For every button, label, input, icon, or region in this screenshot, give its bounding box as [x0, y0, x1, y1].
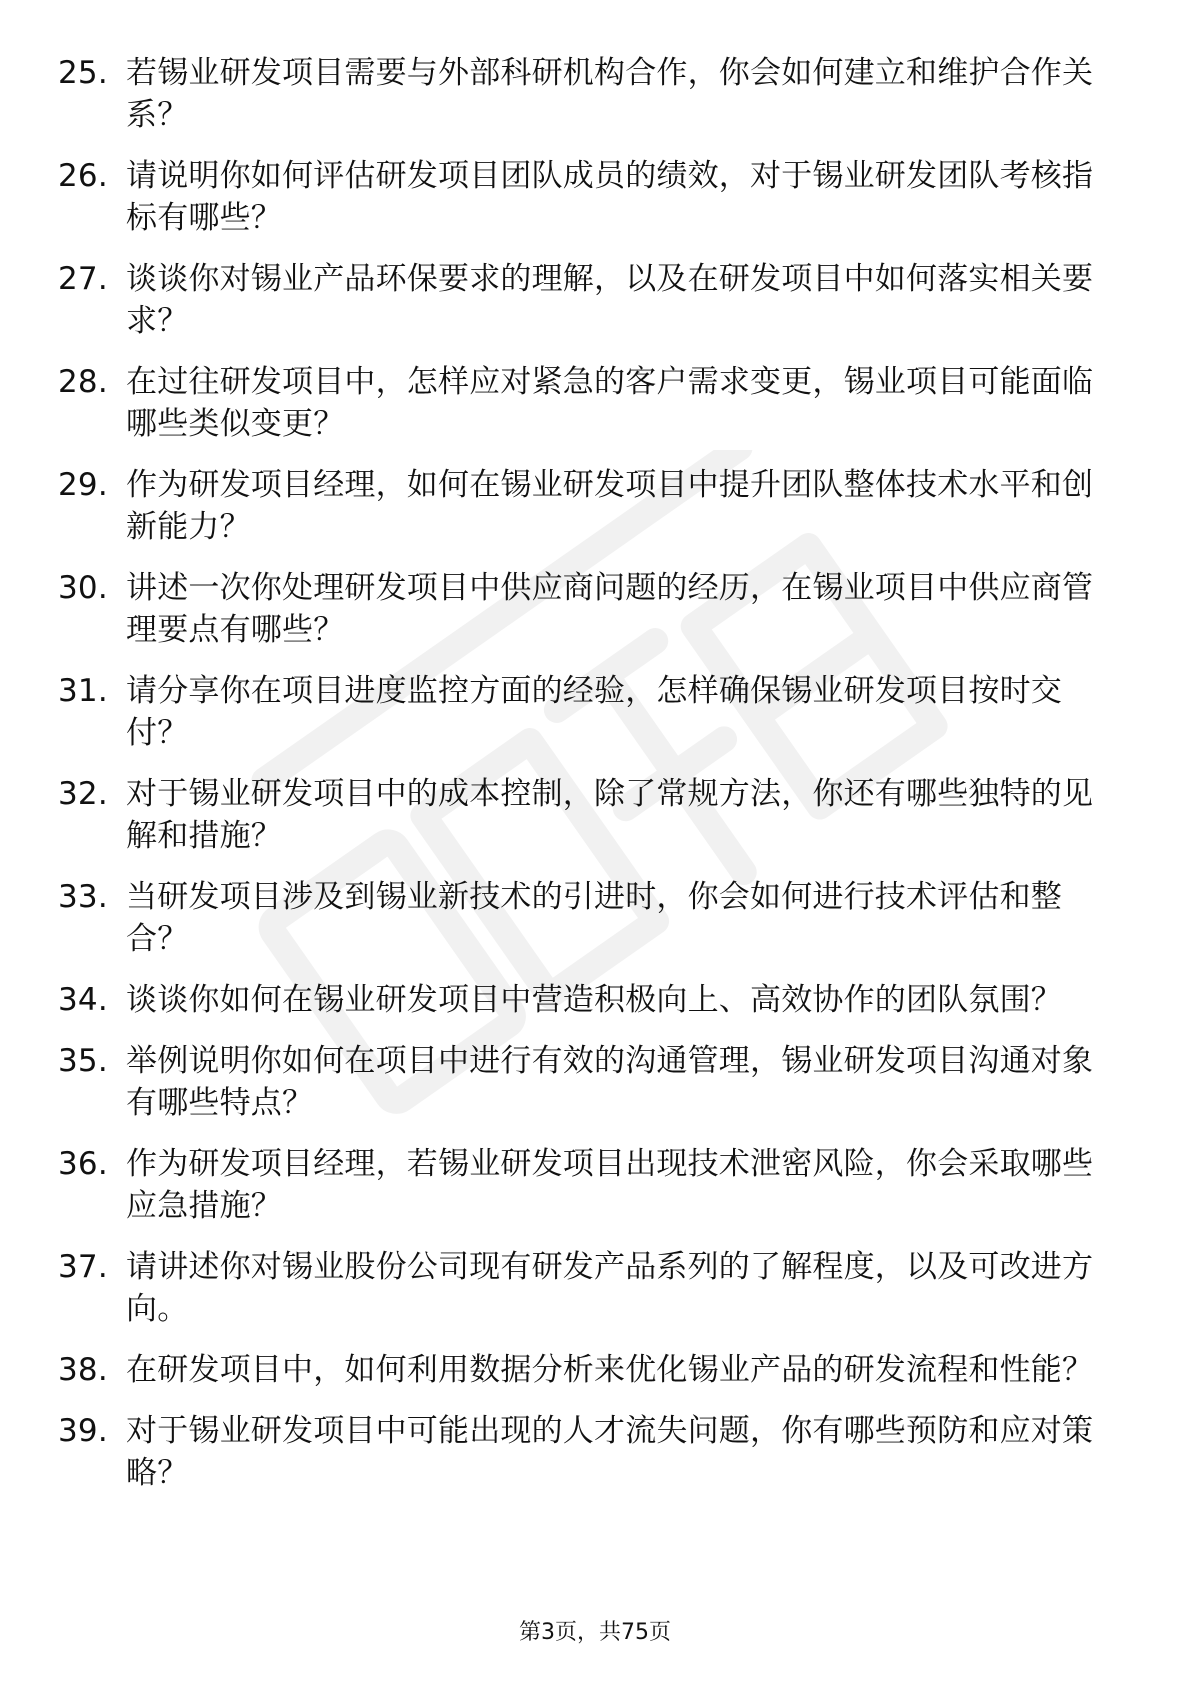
question-item [58, 670, 1118, 754]
question-item [58, 464, 1118, 548]
question-text: 请讲述你对锡业股份公司现有研发产品系列的了解程度，以及可改进方向。 [126, 1249, 1094, 1327]
question-text: 在过往研发项目中，怎样应对紧急的客户需求变更，锡业项目可能面临哪些类似变更？ [126, 364, 1094, 442]
question-item [58, 979, 1118, 1021]
question-text: 在研发项目中，如何利用数据分析来优化锡业产品的研发流程和性能？ [126, 1352, 1094, 1388]
question-number: 26. [58, 158, 108, 194]
question-number: 25. [58, 55, 108, 91]
question-item [58, 1246, 1118, 1330]
question-item [58, 52, 1118, 136]
question-text: 讲述一次你处理研发项目中供应商问题的经历，在锡业项目中供应商管理要点有哪些？ [126, 570, 1094, 648]
question-text: 当研发项目涉及到锡业新技术的引进时，你会如何进行技术评估和整合？ [126, 879, 1062, 957]
question-number: 30. [58, 570, 108, 606]
question-text: 作为研发项目经理，如何在锡业研发项目中提升团队整体技术水平和创新能力？ [126, 467, 1094, 545]
question-number: 34. [58, 982, 108, 1018]
question-number: 37. [58, 1249, 108, 1285]
question-item [58, 258, 1118, 342]
question-list [58, 52, 1118, 1513]
question-number: 39. [58, 1413, 108, 1449]
page-footer [0, 1618, 1190, 1648]
question-item [58, 1410, 1118, 1494]
question-item [58, 876, 1118, 960]
page-number-label: 第3页，共75页 [519, 1620, 671, 1645]
question-text: 请说明你如何评估研发项目团队成员的绩效，对于锡业研发团队考核指标有哪些？ [126, 158, 1094, 236]
question-text: 举例说明你如何在项目中进行有效的沟通管理，锡业研发项目沟通对象有哪些特点？ [126, 1043, 1094, 1121]
question-item [58, 1143, 1118, 1227]
question-item [58, 1040, 1118, 1124]
question-item [58, 773, 1118, 857]
question-text: 对于锡业研发项目中可能出现的人才流失问题，你有哪些预防和应对策略？ [126, 1413, 1094, 1491]
question-number: 35. [58, 1043, 108, 1079]
question-number: 38. [58, 1352, 108, 1388]
question-number: 28. [58, 364, 108, 400]
question-text: 对于锡业研发项目中的成本控制，除了常规方法，你还有哪些独特的见解和措施？ [126, 776, 1094, 854]
question-text: 若锡业研发项目需要与外部科研机构合作，你会如何建立和维护合作关系？ [126, 55, 1094, 133]
question-text: 谈谈你对锡业产品环保要求的理解，以及在研发项目中如何落实相关要求？ [126, 261, 1094, 339]
question-number: 36. [58, 1146, 108, 1182]
question-item [58, 1349, 1118, 1391]
question-number: 32. [58, 776, 108, 812]
question-number: 27. [58, 261, 108, 297]
question-number: 29. [58, 467, 108, 503]
question-number: 31. [58, 673, 108, 709]
question-text: 请分享你在项目进度监控方面的经验，怎样确保锡业研发项目按时交付？ [126, 673, 1062, 751]
question-number: 33. [58, 879, 108, 915]
question-item [58, 567, 1118, 651]
question-text: 谈谈你如何在锡业研发项目中营造积极向上、高效协作的团队氛围？ [126, 982, 1062, 1018]
question-text: 作为研发项目经理，若锡业研发项目出现技术泄密风险，你会采取哪些应急措施？ [126, 1146, 1094, 1224]
question-item [58, 155, 1118, 239]
question-item [58, 361, 1118, 445]
